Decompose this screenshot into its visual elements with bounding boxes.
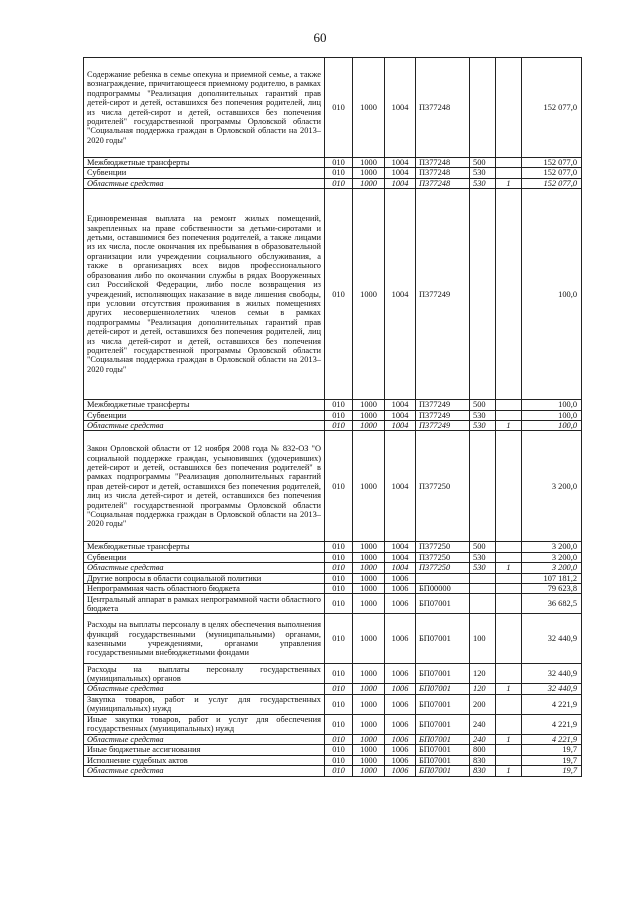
- row-source-cell: [496, 745, 522, 755]
- table-row: [84, 410, 582, 420]
- row-source-cell: [496, 584, 522, 594]
- row-subsection-cell: 1006: [385, 684, 416, 694]
- row-code-cell: 010: [325, 755, 353, 765]
- row-subsection-cell: 1004: [385, 542, 416, 552]
- row-sum-cell: 3 200,0: [522, 563, 582, 573]
- row-sum-cell: 100,0: [522, 189, 582, 400]
- row-sum-cell: 3 200,0: [522, 552, 582, 562]
- table-row: [84, 552, 582, 562]
- table-row: [84, 694, 582, 714]
- row-article-cell: БП07001: [416, 664, 470, 684]
- row-expense-type-cell: [470, 584, 496, 594]
- row-code-cell: 010: [325, 734, 353, 744]
- table-row: [84, 766, 582, 776]
- row-section-cell: 1000: [353, 734, 385, 744]
- row-sum-cell: 4 221,9: [522, 734, 582, 744]
- row-source-cell: [496, 664, 522, 684]
- row-code-cell: 010: [325, 584, 353, 594]
- row-subsection-cell: 1004: [385, 431, 416, 542]
- table-row: [84, 584, 582, 594]
- row-sum-cell: 19,7: [522, 755, 582, 765]
- row-sum-cell: 32 440,9: [522, 684, 582, 694]
- row-expense-type-cell: 530: [470, 563, 496, 573]
- row-section-cell: 1000: [353, 552, 385, 562]
- row-source-cell: 1: [496, 563, 522, 573]
- row-sum-cell: 152 077,0: [522, 58, 582, 158]
- table-row: [84, 664, 582, 684]
- row-subsection-cell: 1004: [385, 410, 416, 420]
- row-expense-type-cell: 500: [470, 158, 496, 168]
- row-name-cell: Центральный аппарат в рамках непрограммной части областного бюджета: [84, 594, 325, 614]
- row-name-cell: Содержание ребенка в семье опекуна и приемной семье, а также вознаграждение, причитающееся приемному родителю, в рамках подпрограммы "Реализация дополнительных гарантий прав детей-сирот и детей, оставшихся без попечения родителей, лиц из числа детей-сирот и детей, оставшихся без попечения родителей" государственной программы Орловской области "Социальная поддержка граждан в Орловской области на 2013–2020 годы": [84, 58, 325, 158]
- row-name-cell: Областные средства: [84, 766, 325, 776]
- row-source-cell: [496, 614, 522, 664]
- row-source-cell: [496, 552, 522, 562]
- row-source-cell: [496, 58, 522, 158]
- row-code-cell: 010: [325, 614, 353, 664]
- row-subsection-cell: 1006: [385, 734, 416, 744]
- row-subsection-cell: 1004: [385, 58, 416, 158]
- row-section-cell: 1000: [353, 664, 385, 684]
- row-code-cell: 010: [325, 431, 353, 542]
- row-article-cell: П377248: [416, 58, 470, 158]
- row-sum-cell: 4 221,9: [522, 694, 582, 714]
- row-code-cell: 010: [325, 410, 353, 420]
- row-subsection-cell: 1006: [385, 694, 416, 714]
- row-article-cell: БП07001: [416, 684, 470, 694]
- row-subsection-cell: 1006: [385, 745, 416, 755]
- row-section-cell: 1000: [353, 573, 385, 583]
- row-section-cell: 1000: [353, 714, 385, 734]
- row-source-cell: [496, 694, 522, 714]
- row-sum-cell: 3 200,0: [522, 431, 582, 542]
- row-sum-cell: 152 077,0: [522, 168, 582, 178]
- row-subsection-cell: 1004: [385, 563, 416, 573]
- row-code-cell: 010: [325, 542, 353, 552]
- row-section-cell: 1000: [353, 410, 385, 420]
- row-sum-cell: 152 077,0: [522, 158, 582, 168]
- row-section-cell: 1000: [353, 168, 385, 178]
- row-source-cell: [496, 714, 522, 734]
- row-article-cell: П377249: [416, 400, 470, 410]
- row-name-cell: Единовременная выплата на ремонт жилых помещений, закрепленных на праве собственности за детьми-сиротами и детьми, оставшимися без попечения родителей, а также лицами из их числа, после окончания их пребывания в образовательной организации или учреждении социального обслуживания, а также в организациях всех видов профессионального образования либо по окончании службы в рядах Вооруженных сил Российской Федерации, либо после возвращения из учреждений, исполняющих наказание в виде лишения свободы, при условии отсутствия проживания в жилых помещениях других несовершеннолетних членов семьи в рамках подпрограммы "Реализация дополнительных гарантий прав детей-сирот и детей, оставшихся без попечения родителей, лиц из числа детей-сирот и детей, оставшихся без попечения родителей" государственной программы Орловской области "Социальная поддержка граждан в Орловской области на 2013–2020 годы": [84, 189, 325, 400]
- row-code-cell: 010: [325, 563, 353, 573]
- row-subsection-cell: 1006: [385, 573, 416, 583]
- row-name-cell: Областные средства: [84, 563, 325, 573]
- row-subsection-cell: 1006: [385, 714, 416, 734]
- row-sum-cell: 4 221,9: [522, 714, 582, 734]
- row-section-cell: 1000: [353, 421, 385, 431]
- row-code-cell: 010: [325, 168, 353, 178]
- row-article-cell: БП07001: [416, 755, 470, 765]
- table-row: [84, 178, 582, 188]
- row-subsection-cell: 1004: [385, 189, 416, 400]
- table-row: [84, 58, 582, 158]
- row-article-cell: П377248: [416, 158, 470, 168]
- row-expense-type-cell: 530: [470, 552, 496, 562]
- row-expense-type-cell: 240: [470, 714, 496, 734]
- row-expense-type-cell: 500: [470, 400, 496, 410]
- row-expense-type-cell: 530: [470, 168, 496, 178]
- row-code-cell: 010: [325, 189, 353, 400]
- row-sum-cell: 100,0: [522, 410, 582, 420]
- row-code-cell: 010: [325, 684, 353, 694]
- table-row: [84, 755, 582, 765]
- row-subsection-cell: 1006: [385, 755, 416, 765]
- row-name-cell: Непрограммная часть областного бюджета: [84, 584, 325, 594]
- row-name-cell: Закупка товаров, работ и услуг для государственных (муниципальных) нужд: [84, 694, 325, 714]
- row-section-cell: 1000: [353, 755, 385, 765]
- row-article-cell: БП07001: [416, 614, 470, 664]
- table-row: [84, 594, 582, 614]
- row-section-cell: 1000: [353, 563, 385, 573]
- table-row: [84, 158, 582, 168]
- row-code-cell: 010: [325, 58, 353, 158]
- row-expense-type-cell: 530: [470, 421, 496, 431]
- row-article-cell: П377249: [416, 189, 470, 400]
- row-sum-cell: 32 440,9: [522, 664, 582, 684]
- row-expense-type-cell: [470, 431, 496, 542]
- row-subsection-cell: 1004: [385, 158, 416, 168]
- row-source-cell: [496, 542, 522, 552]
- row-name-cell: Иные бюджетные ассигнования: [84, 745, 325, 755]
- row-article-cell: БП07001: [416, 714, 470, 734]
- row-section-cell: 1000: [353, 431, 385, 542]
- row-expense-type-cell: 120: [470, 684, 496, 694]
- row-name-cell: Закон Орловской области от 12 ноября 2008 года № 832-ОЗ "О социальной поддержке граждан, усыновивших (удочеривших) детей-сирот и детей, оставшихся без попечения родителей" в рамках подпрограммы "Реализация дополнительных гарантий прав детей-сирот и детей, оставшихся без попечения родителей, лиц из числа детей-сирот и детей, оставшихся без попечения родителей" государственной программы Орловской области "Социальная поддержка граждан в Орловской области на 2013–2020 годы": [84, 431, 325, 542]
- row-section-cell: 1000: [353, 684, 385, 694]
- row-source-cell: [496, 400, 522, 410]
- table-row: [84, 684, 582, 694]
- row-expense-type-cell: 800: [470, 745, 496, 755]
- row-expense-type-cell: 530: [470, 410, 496, 420]
- row-subsection-cell: 1006: [385, 584, 416, 594]
- row-source-cell: [496, 755, 522, 765]
- row-expense-type-cell: 830: [470, 766, 496, 776]
- row-code-cell: 010: [325, 745, 353, 755]
- row-sum-cell: 19,7: [522, 745, 582, 755]
- row-expense-type-cell: 100: [470, 614, 496, 664]
- row-name-cell: Субвенции: [84, 410, 325, 420]
- row-article-cell: П377250: [416, 563, 470, 573]
- row-name-cell: Областные средства: [84, 178, 325, 188]
- row-sum-cell: 107 181,2: [522, 573, 582, 583]
- row-source-cell: [496, 573, 522, 583]
- row-source-cell: 1: [496, 766, 522, 776]
- row-expense-type-cell: 530: [470, 178, 496, 188]
- row-source-cell: [496, 189, 522, 400]
- row-code-cell: 010: [325, 178, 353, 188]
- row-source-cell: [496, 158, 522, 168]
- row-name-cell: Субвенции: [84, 168, 325, 178]
- row-code-cell: 010: [325, 158, 353, 168]
- row-source-cell: [496, 410, 522, 420]
- row-section-cell: 1000: [353, 694, 385, 714]
- row-sum-cell: 152 077,0: [522, 178, 582, 188]
- row-section-cell: 1000: [353, 542, 385, 552]
- row-sum-cell: 100,0: [522, 421, 582, 431]
- row-code-cell: 010: [325, 664, 353, 684]
- row-name-cell: Другие вопросы в области социальной политики: [84, 573, 325, 583]
- table-row: [84, 189, 582, 400]
- budget-table: [83, 57, 582, 777]
- row-code-cell: 010: [325, 714, 353, 734]
- row-expense-type-cell: [470, 189, 496, 400]
- row-sum-cell: 3 200,0: [522, 542, 582, 552]
- row-source-cell: 1: [496, 178, 522, 188]
- row-source-cell: 1: [496, 421, 522, 431]
- row-code-cell: 010: [325, 400, 353, 410]
- row-section-cell: 1000: [353, 594, 385, 614]
- row-section-cell: 1000: [353, 58, 385, 158]
- table-row: [84, 168, 582, 178]
- row-article-cell: БП00000: [416, 584, 470, 594]
- row-subsection-cell: 1004: [385, 178, 416, 188]
- row-name-cell: Областные средства: [84, 421, 325, 431]
- row-code-cell: 010: [325, 421, 353, 431]
- row-sum-cell: 32 440,9: [522, 614, 582, 664]
- row-expense-type-cell: 240: [470, 734, 496, 744]
- row-article-cell: П377249: [416, 410, 470, 420]
- row-name-cell: Областные средства: [84, 734, 325, 744]
- row-code-cell: 010: [325, 694, 353, 714]
- row-code-cell: 010: [325, 573, 353, 583]
- row-article-cell: П377250: [416, 431, 470, 542]
- row-article-cell: БП07001: [416, 745, 470, 755]
- row-section-cell: 1000: [353, 584, 385, 594]
- row-name-cell: Исполнение судебных актов: [84, 755, 325, 765]
- row-expense-type-cell: 120: [470, 664, 496, 684]
- row-article-cell: БП07001: [416, 734, 470, 744]
- row-article-cell: П377248: [416, 168, 470, 178]
- row-name-cell: Межбюджетные трансферты: [84, 158, 325, 168]
- row-source-cell: 1: [496, 734, 522, 744]
- row-article-cell: БП07001: [416, 766, 470, 776]
- row-expense-type-cell: 500: [470, 542, 496, 552]
- row-expense-type-cell: [470, 58, 496, 158]
- row-code-cell: 010: [325, 594, 353, 614]
- row-source-cell: 1: [496, 684, 522, 694]
- row-sum-cell: 100,0: [522, 400, 582, 410]
- table-row: [84, 421, 582, 431]
- row-expense-type-cell: [470, 573, 496, 583]
- table-row: [84, 542, 582, 552]
- row-subsection-cell: 1006: [385, 594, 416, 614]
- table-row: [84, 745, 582, 755]
- table-row: [84, 714, 582, 734]
- row-source-cell: [496, 594, 522, 614]
- row-section-cell: 1000: [353, 400, 385, 410]
- row-name-cell: Субвенции: [84, 552, 325, 562]
- table-row: [84, 734, 582, 744]
- row-section-cell: 1000: [353, 178, 385, 188]
- row-article-cell: П377249: [416, 421, 470, 431]
- row-name-cell: Расходы на выплаты персоналу в целях обеспечения выполнения функций государственными (муниципальными) органами, казенными учреждениями, органами управления государственными внебюджетными фондами: [84, 614, 325, 664]
- row-section-cell: 1000: [353, 189, 385, 400]
- row-subsection-cell: 1004: [385, 400, 416, 410]
- row-name-cell: Иные закупки товаров, работ и услуг для обеспечения государственных (муниципальных) нужд: [84, 714, 325, 734]
- table-row: [84, 573, 582, 583]
- row-source-cell: [496, 431, 522, 542]
- page-number: 60: [313, 30, 327, 45]
- row-subsection-cell: 1006: [385, 766, 416, 776]
- row-subsection-cell: 1004: [385, 552, 416, 562]
- budget-table-body: [84, 58, 582, 777]
- row-code-cell: 010: [325, 552, 353, 562]
- row-article-cell: БП07001: [416, 594, 470, 614]
- row-expense-type-cell: 830: [470, 755, 496, 765]
- row-subsection-cell: 1004: [385, 168, 416, 178]
- row-sum-cell: 19,7: [522, 766, 582, 776]
- row-section-cell: 1000: [353, 158, 385, 168]
- row-section-cell: 1000: [353, 766, 385, 776]
- row-sum-cell: 79 623,8: [522, 584, 582, 594]
- row-section-cell: 1000: [353, 745, 385, 755]
- row-code-cell: 010: [325, 766, 353, 776]
- row-source-cell: [496, 168, 522, 178]
- table-row: [84, 400, 582, 410]
- row-name-cell: Областные средства: [84, 684, 325, 694]
- row-name-cell: Межбюджетные трансферты: [84, 542, 325, 552]
- row-article-cell: П377248: [416, 178, 470, 188]
- row-name-cell: Расходы на выплаты персоналу государственных (муниципальных) органов: [84, 664, 325, 684]
- row-expense-type-cell: 200: [470, 694, 496, 714]
- row-section-cell: 1000: [353, 614, 385, 664]
- row-article-cell: П377250: [416, 542, 470, 552]
- table-row: [84, 563, 582, 573]
- row-article-cell: БП07001: [416, 694, 470, 714]
- row-name-cell: Межбюджетные трансферты: [84, 400, 325, 410]
- table-row: [84, 431, 582, 542]
- row-subsection-cell: 1004: [385, 421, 416, 431]
- row-expense-type-cell: [470, 594, 496, 614]
- row-article-cell: [416, 573, 470, 583]
- row-sum-cell: 36 682,5: [522, 594, 582, 614]
- row-subsection-cell: 1006: [385, 664, 416, 684]
- table-row: [84, 614, 582, 664]
- row-subsection-cell: 1006: [385, 614, 416, 664]
- row-article-cell: П377250: [416, 552, 470, 562]
